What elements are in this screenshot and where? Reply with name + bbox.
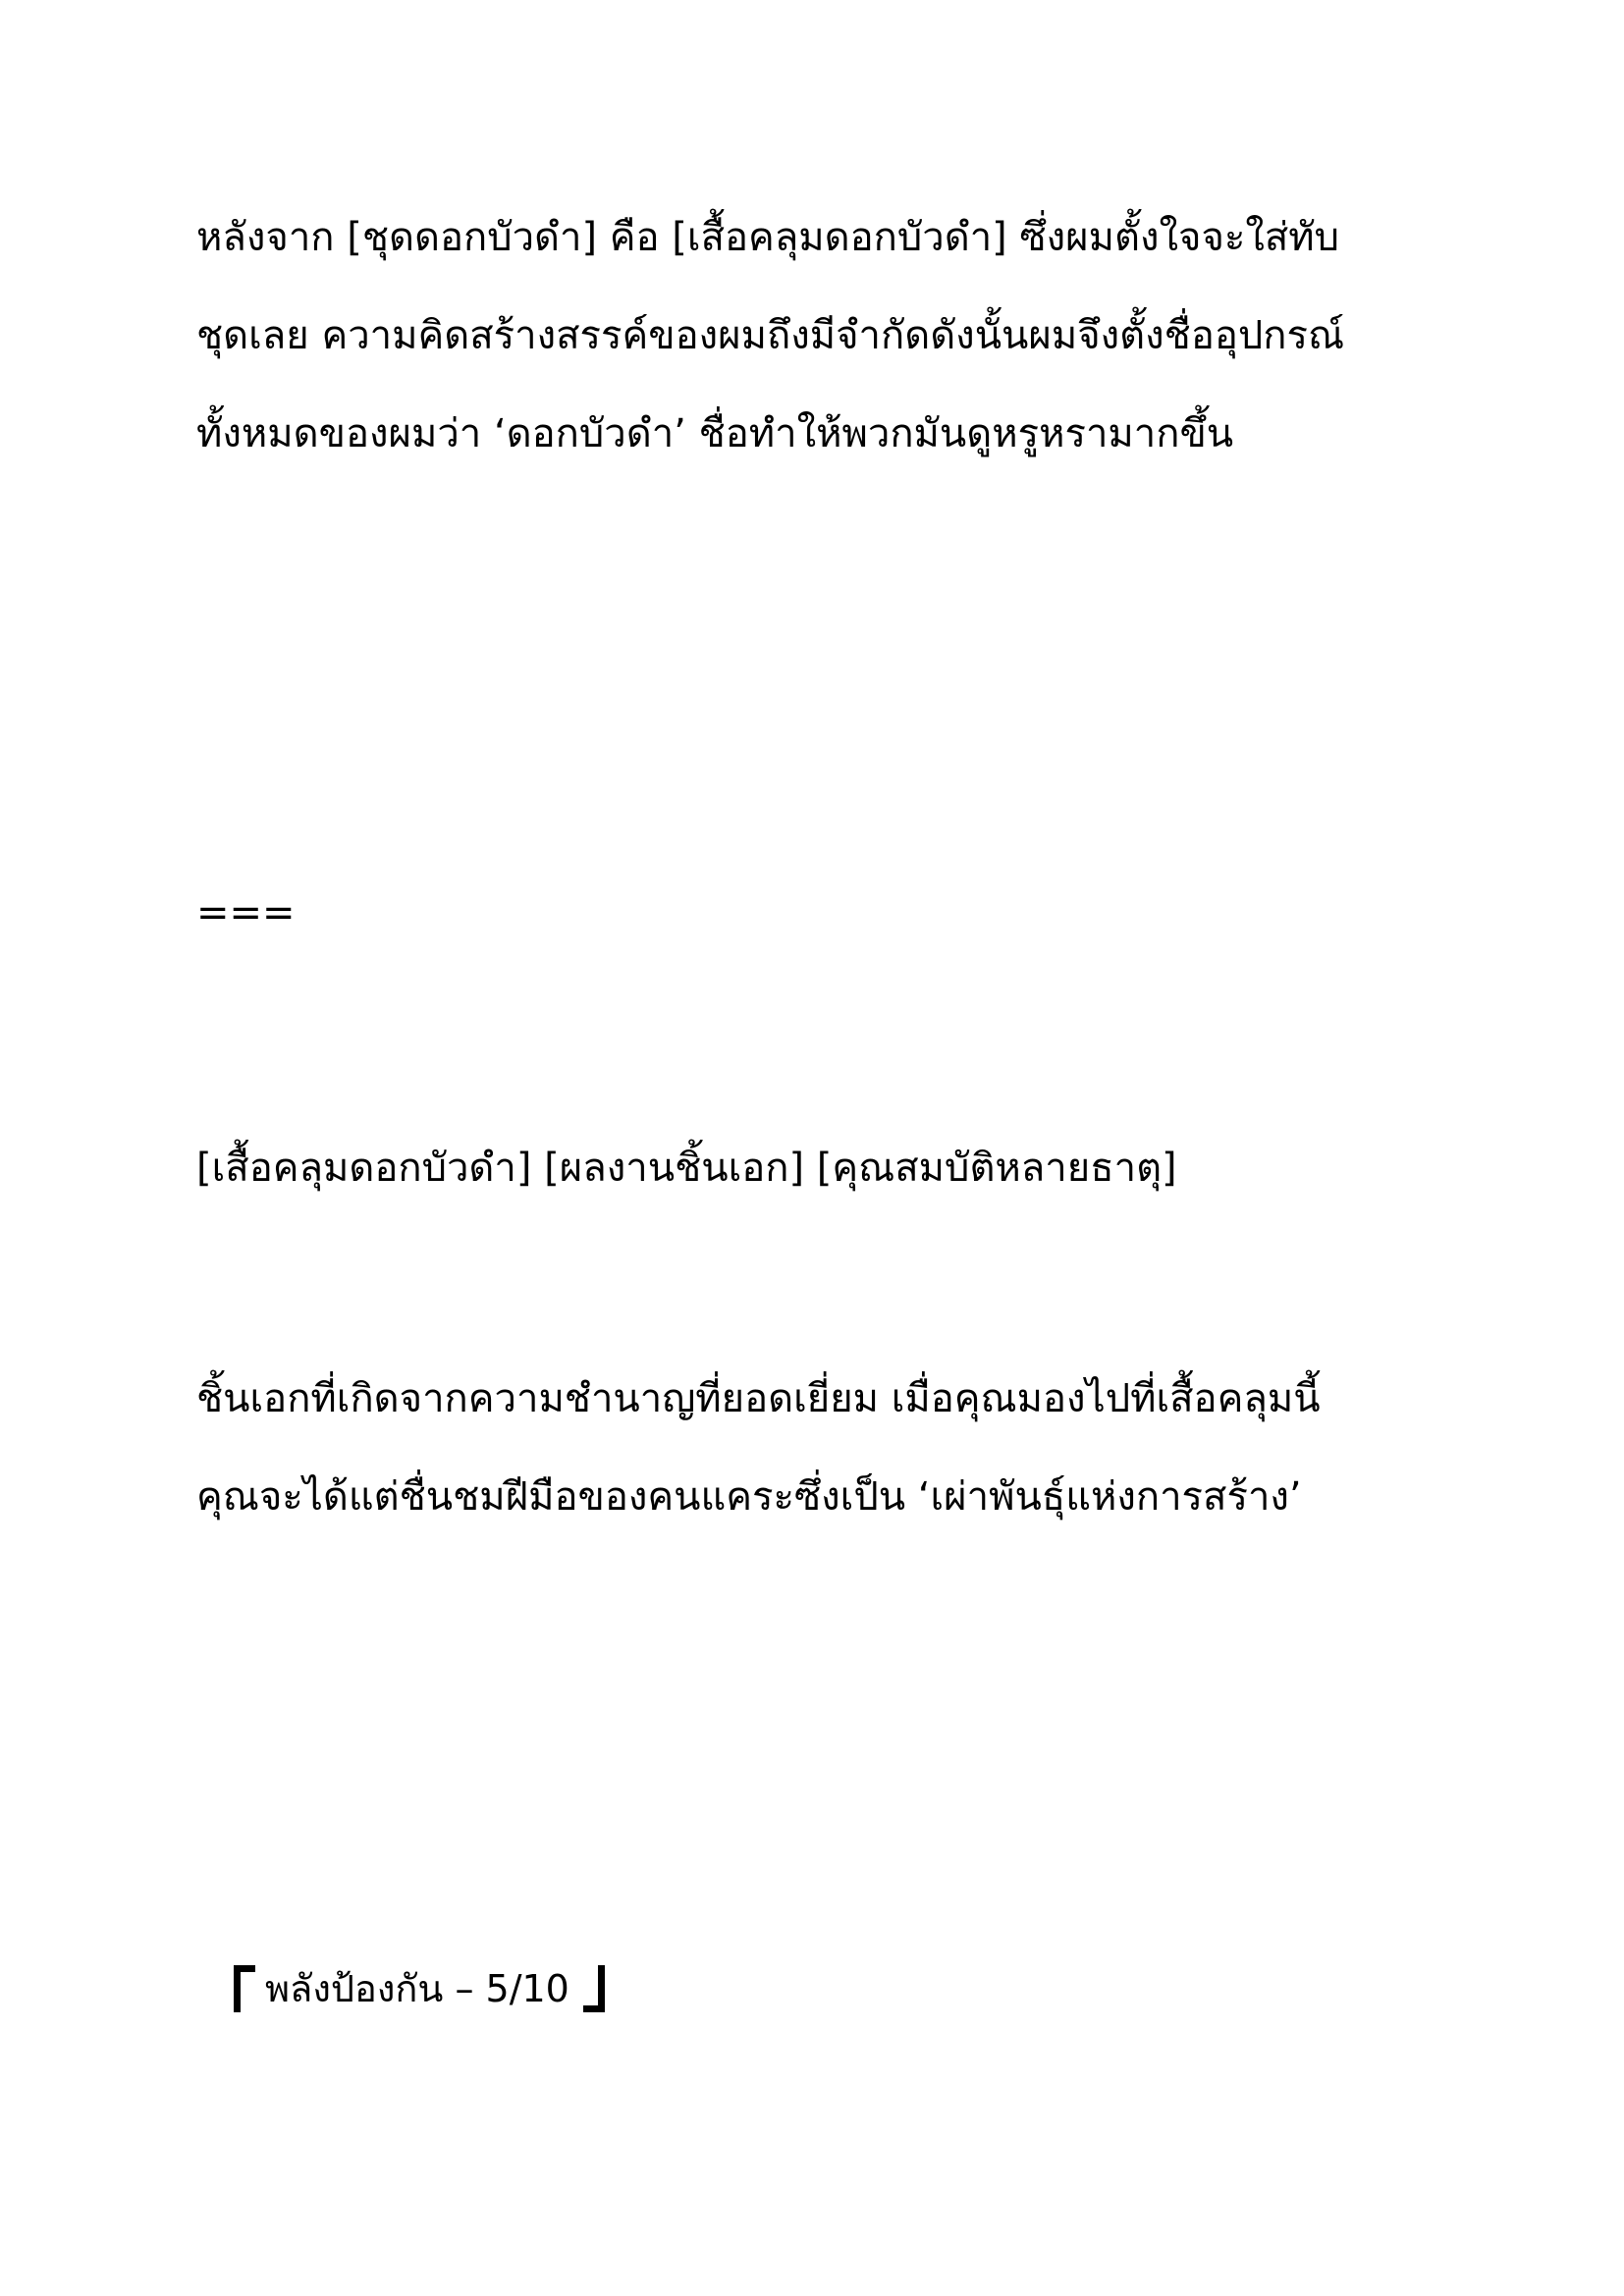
close-corner-bracket-icon: [583, 1965, 605, 2012]
paragraph-1-line-3: ทั้งหมดของผมว่า ‘ดอกบัวดำ’ ชื่อทำให้พวกมันดูหรูหรามากขึ้น: [196, 411, 1234, 456]
item-title: [เสื้อคลุมดอกบัวดำ] [ผลงานชิ้นเอก] [คุณสมบัติหลายธาตุ]: [196, 1146, 1177, 1191]
paragraph-1-line-1: หลังจาก [ชุดดอกบัวดำ] คือ [เสื้อคลุมดอกบัวดำ] ซึ่งผมตั้งใจจะใส่ทับ: [196, 215, 1340, 260]
section-separator: ===: [196, 890, 296, 935]
paragraph-1-line-2: ชุดเลย ความคิดสร้างสรรค์ของผมถึงมีจำกัดดังนั้นผมจึงตั้งชื่ออุปกรณ์: [196, 313, 1345, 358]
paragraph-2-line-2: คุณจะได้แต่ชื่นชมฝีมือของคนแคระซึ่งเป็น ‘เผ่าพันธุ์แห่งการสร้าง’: [196, 1474, 1302, 1520]
stat-box: [234, 1958, 605, 2017]
open-corner-bracket-icon: [234, 1965, 255, 2012]
paragraph-2-line-1: ชิ้นเอกที่เกิดจากความชำนาญที่ยอดเยี่ยม เมื่อคุณมองไปที่เสื้อคลุมนี้: [196, 1376, 1321, 1421]
stat-text: พลังป้องกัน – 5/10: [265, 1967, 569, 2010]
